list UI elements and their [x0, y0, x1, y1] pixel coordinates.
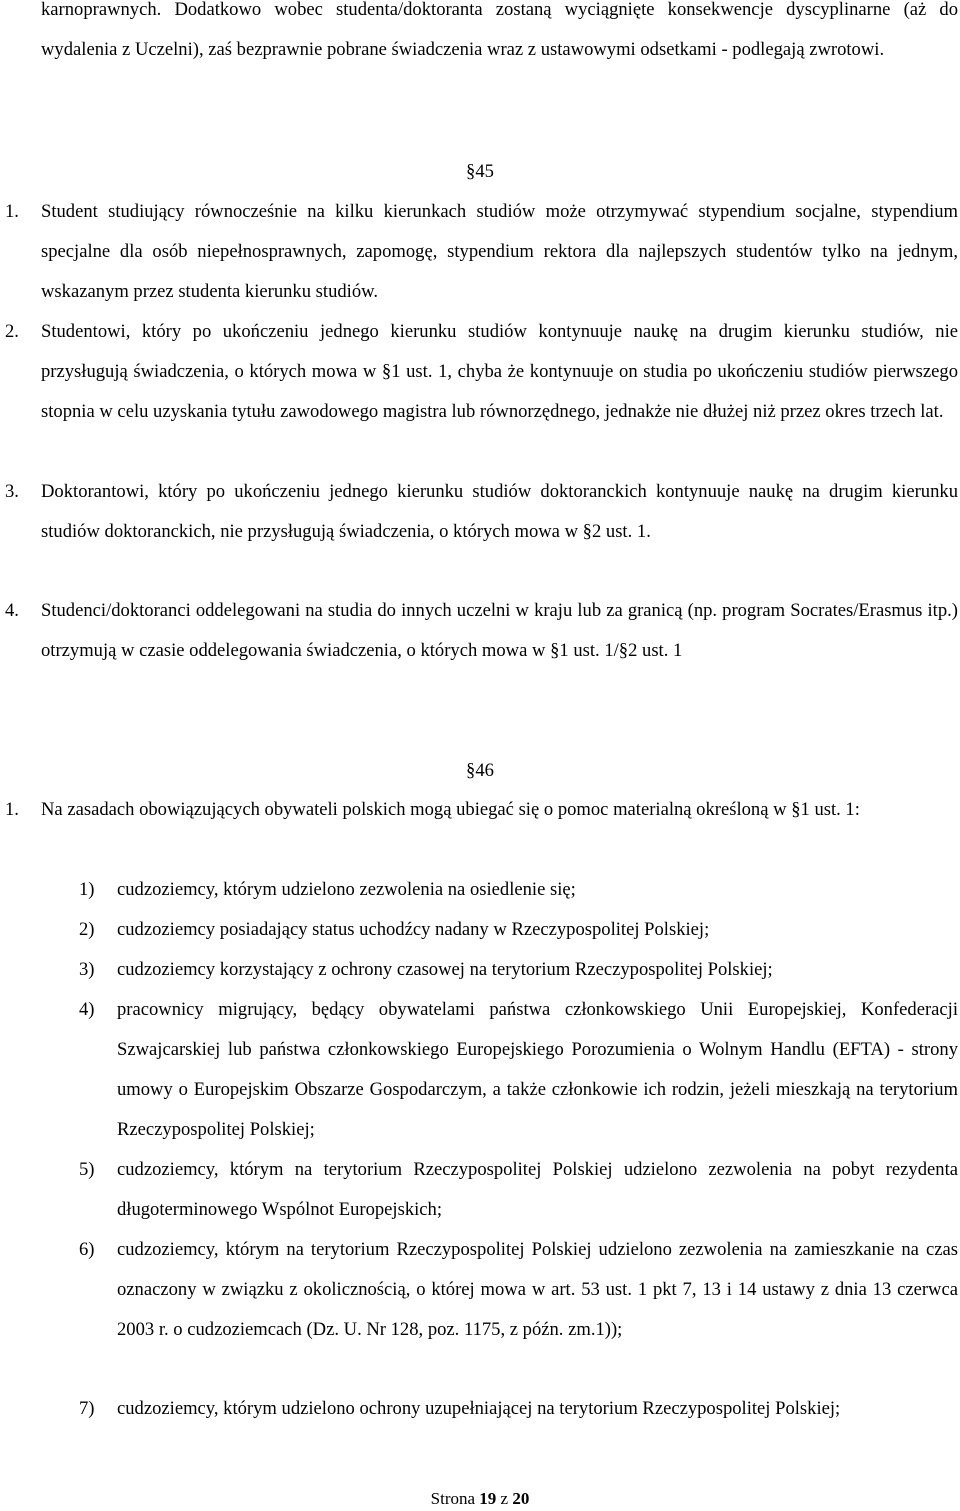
paragraph-text: Na zasadach obowiązujących obywateli polskich mogą ubiegać się o pomoc materialną określoną w §1 ust. 1:: [41, 799, 860, 820]
paragraph-text: Doktorantowi, który po ukończeniu jednego kierunku studiów doktoranckich kontynuuje naukę na drugim kierunku studiów doktoranckich, nie przysługują świadczenia, o których mowa w §2 ust. 1.: [41, 481, 958, 542]
section-heading-45: §45: [466, 161, 494, 182]
list-item: [79, 910, 958, 950]
list-item-number: 6): [79, 1239, 95, 1260]
paragraph-number: 3.: [5, 481, 19, 502]
paragraph-45-1: [5, 192, 958, 312]
footer-prefix: Strona: [430, 1489, 476, 1508]
list-item-number: 4): [79, 999, 95, 1020]
paragraph-text: Studenci/doktoranci oddelegowani na studia do innych uczelni w kraju lub za granicą (np. program Socrates/Erasmus itp.) otrzymują w czasie oddelegowania świadczenia, o których mowa w §1 ust. 1/§2 ust. 1: [41, 600, 958, 661]
current-page-number: 19: [479, 1489, 497, 1508]
paragraph-number: 1.: [5, 799, 19, 820]
list-item: [79, 1150, 958, 1230]
list-item-number: 1): [79, 879, 95, 900]
paragraph-45-4: [5, 591, 958, 671]
paragraph-text: Studentowi, który po ukończeniu jednego kierunku studiów kontynuuje naukę na drugim kierunku studiów, nie przysługują świadczenia, o których mowa w §1 ust. 1, chyba że kontynuuje on studia po ukończeniu studiów pierwszego stopnia w celu uzyskania tytułu zawodowego magistra lub równorzędnego, jednakże nie dłużej niż przez okres trzech lat.: [41, 321, 958, 422]
list-item: [79, 990, 958, 1150]
list-item: [79, 870, 958, 910]
paragraph-number: 4.: [5, 600, 19, 621]
continued-paragraph: karnoprawnych. Dodatkowo wobec studenta/doktoranta zostaną wyciągnięte konsekwencje dyscyplinarne (aż do wydalenia z Uczelni), zaś bezprawnie pobrane świadczenia wraz z ustawowymi odsetkami - podlegają zwrotowi.: [41, 0, 958, 60]
list-item-text: cudzoziemcy, którym na terytorium Rzeczypospolitej Polskiej udzielono zezwolenia na zamieszkanie na czas oznaczony w związku z okolicznością, o której mowa w art. 53 ust. 1 pkt 7, 13 i 14 ustawy z dnia 13 czerwca 2003 r. o cudzoziemcach (Dz. U. Nr 128, poz. 1175, z późn. zm.1));: [117, 1239, 958, 1340]
list-item-text: cudzoziemcy, którym na terytorium Rzeczypospolitej Polskiej udzielono zezwolenia na pobyt rezydenta długoterminowego Wspólnot Europejskich;: [117, 1159, 958, 1220]
list-item-text: cudzoziemcy, którym udzielono zezwolenia na osiedlenie się;: [117, 879, 576, 900]
list-item: [79, 1389, 958, 1429]
list-item-text: cudzoziemcy posiadający status uchodźcy nadany w Rzeczypospolitej Polskiej;: [117, 919, 710, 940]
list-item-number: 5): [79, 1159, 95, 1180]
paragraph-45-3: [5, 472, 958, 552]
page-footer: [0, 1487, 960, 1511]
paragraph-number: 2.: [5, 321, 19, 342]
list-item-number: 3): [79, 959, 95, 980]
section-heading-46: §46: [466, 760, 494, 781]
list-item-number: 7): [79, 1398, 95, 1419]
list-item-text: cudzoziemcy, którym udzielono ochrony uzupełniającej na terytorium Rzeczypospolitej Polskiej;: [117, 1398, 841, 1419]
paragraph-number: 1.: [5, 201, 19, 222]
list-item-text: cudzoziemcy korzystający z ochrony czasowej na terytorium Rzeczypospolitej Polskiej;: [117, 959, 773, 980]
list-item: [79, 950, 958, 990]
paragraph-46-1: [5, 790, 958, 830]
total-page-count: 20: [512, 1489, 530, 1508]
list-item-text: pracownicy migrujący, będący obywatelami państwa członkowskiego Unii Europejskiej, Konfederacji Szwajcarskiej lub państwa członkowskiego Europejskiego Porozumienia o Wolnym Handlu (EFTA) - strony umowy o Europejskim Obszarze Gospodarczym, a także członkowie ich rodzin, jeżeli mieszkają na terytorium Rzeczypospolitej Polskiej;: [117, 999, 958, 1140]
paragraph-text: Student studiujący równocześnie na kilku kierunkach studiów może otrzymywać stypendium socjalne, stypendium specjalne dla osób niepełnosprawnych, zapomogę, stypendium rektora dla najlepszych studentów tylko na jednym, wskazanym przez studenta kierunku studiów.: [41, 201, 958, 302]
footer-separator: z: [500, 1489, 509, 1508]
list-item: [79, 1230, 958, 1350]
paragraph-45-2: [5, 312, 958, 432]
list-item-number: 2): [79, 919, 95, 940]
